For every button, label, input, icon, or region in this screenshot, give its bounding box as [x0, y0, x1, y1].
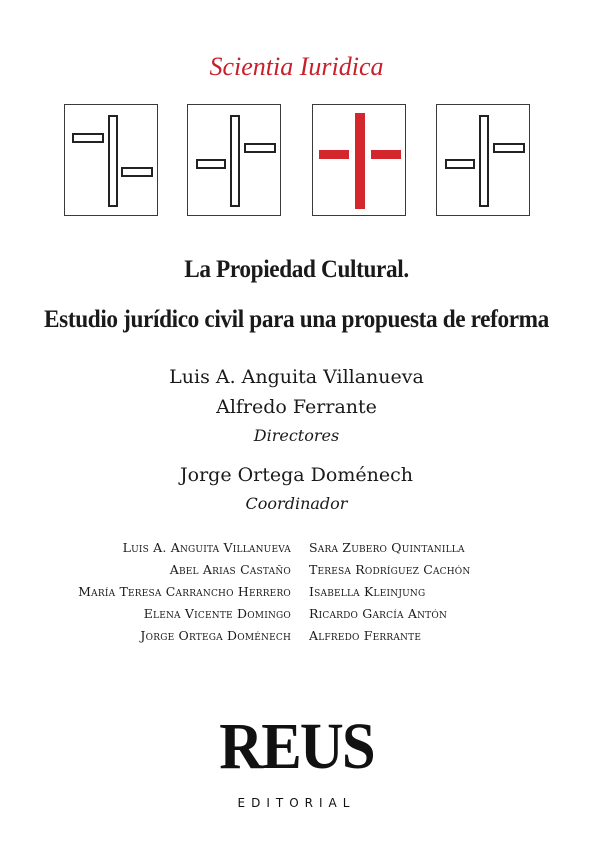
- emblem-right-bar: [493, 143, 525, 153]
- cross-emblem-icon: [187, 104, 281, 216]
- contributor-name: Luis A. Anguita Villanueva: [122, 540, 291, 555]
- emblem-right-bar: [244, 143, 276, 153]
- emblem-left-bar: [319, 150, 349, 159]
- emblem-right-bar: [371, 150, 401, 159]
- publisher-logo: REUS: [219, 710, 374, 783]
- contributor-name: Teresa Rodríguez Cachón: [309, 562, 471, 577]
- emblem-left-bar: [196, 159, 226, 169]
- contributor-name: Abel Arias Castaño: [169, 562, 291, 577]
- contributor-name: Sara Zubero Quintanilla: [309, 540, 465, 555]
- contributor-name: Elena Vicente Domingo: [143, 606, 291, 621]
- emblem-vertical-bar: [230, 115, 240, 207]
- emblem-vertical-bar: [355, 113, 365, 209]
- contributor-name: Alfredo Ferrante: [309, 628, 422, 643]
- emblem-vertical-bar: [479, 115, 489, 207]
- emblem-right-bar: [121, 167, 153, 177]
- director-name: Alfredo Ferrante: [216, 396, 377, 418]
- contributor-name: Isabella Kleinjung: [309, 584, 426, 599]
- directors-role: Directores: [253, 426, 340, 445]
- coordinator-role: Coordinador: [245, 494, 348, 513]
- publisher-label: EDITORIAL: [237, 796, 356, 810]
- book-title-line-2: Estudio jurídico civil para una propuesta de reforma: [44, 306, 549, 333]
- series-title: Scientia Iuridica: [209, 52, 384, 81]
- contributor-name: Jorge Ortega Doménech: [140, 628, 291, 643]
- contributor-name: María Teresa Carrancho Herrero: [78, 584, 291, 599]
- emblem-left-bar: [72, 133, 104, 143]
- emblem-left-bar: [445, 159, 475, 169]
- cross-emblem-icon: [436, 104, 530, 216]
- contributor-name: Ricardo García Antón: [309, 606, 448, 621]
- coordinator-name: Jorge Ortega Doménech: [180, 464, 413, 486]
- book-title-line-1: La Propiedad Cultural.: [184, 256, 409, 283]
- emblem-vertical-bar: [108, 115, 118, 207]
- cross-emblem-icon: [64, 104, 158, 216]
- director-name: Luis A. Anguita Villanueva: [169, 366, 424, 388]
- cross-emblem-icon: [312, 104, 406, 216]
